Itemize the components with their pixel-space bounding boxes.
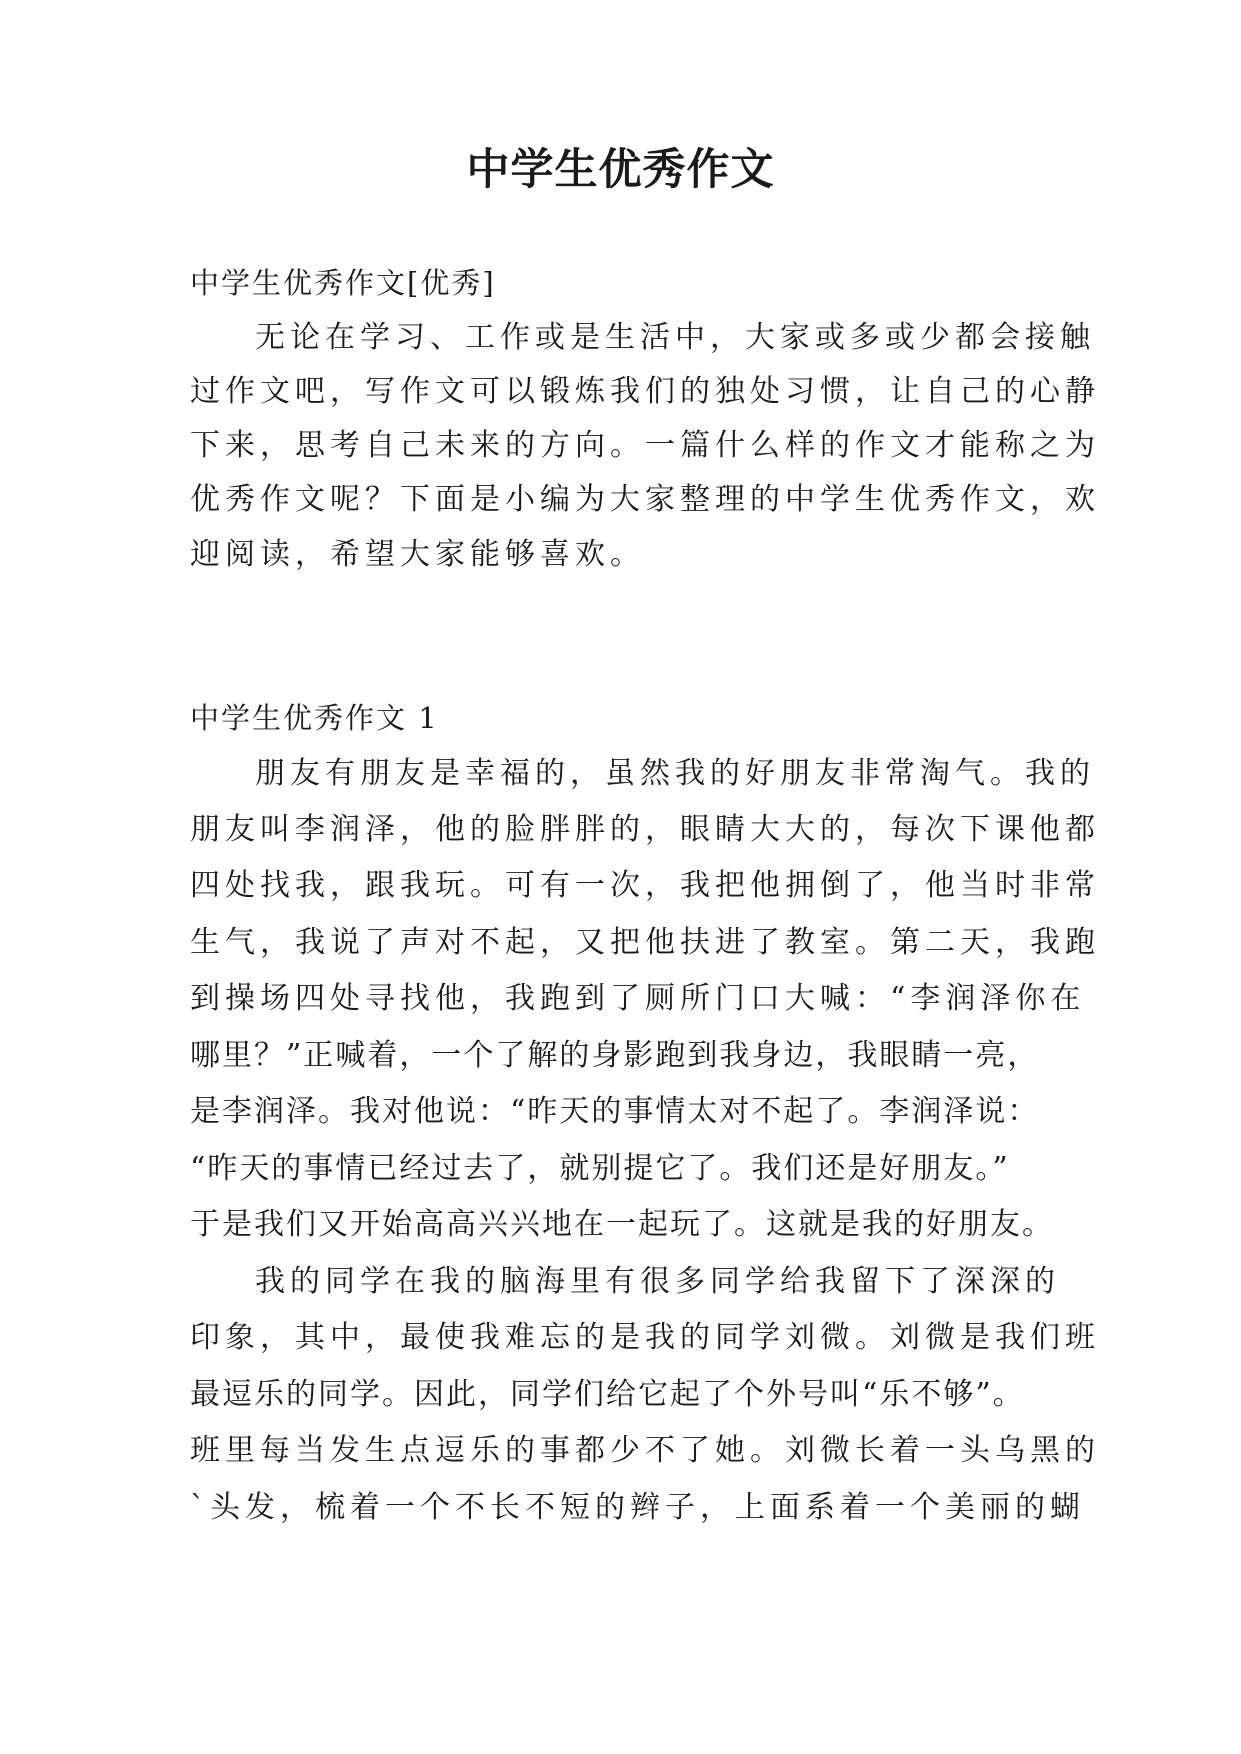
paragraph-line: 最逗乐的同学。因此，同学们给它起了个外号叫“乐不够”。 [190,1377,1025,1412]
paragraph-line: 下来，思考自己未来的方向。一篇什么样的作文才能称之为 [190,428,1100,463]
paragraph-line: 生气，我说了声对不起，又把他扶进了教室。第二天，我跑 [190,925,1100,960]
paragraph-line: 无论在学习、工作或是生活中，大家或多或少都会接触 [255,320,1095,355]
paragraph-line: 朋友叫李润泽，他的脸胖胖的，眼睛大大的，每次下课他都 [190,812,1100,847]
paragraph-line: “昨天的事情已经过去了，就别提它了。我们还是好朋友。” [190,1151,1010,1186]
paragraph-line: 哪里？”正喊着，一个了解的身影跑到我身边，我眼睛一亮， [190,1038,1040,1073]
paragraph-line: `头发，梳着一个不长不短的辫子，上面系着一个美丽的蝴 [190,1490,1085,1525]
paragraph-line: 班里每当发生点逗乐的事都少不了她。刘微长着一头乌黑的 [190,1433,1100,1468]
paragraph-line: 印象，其中，最使我难忘的是我的同学刘微。刘微是我们班 [190,1320,1100,1355]
paragraph-line: 于是我们又开始高高兴兴地在一起玩了。这就是我的好朋友。 [190,1207,1054,1242]
paragraph-line: 朋友有朋友是幸福的，虽然我的好朋友非常淘气。我的 [255,756,1095,791]
paragraph-line: 是李润泽。我对他说：“昨天的事情太对不起了。李润泽说： [190,1094,1040,1129]
document-title: 中学生优秀作文 [466,145,775,195]
paragraph-line: 我的同学在我的脑海里有很多同学给我留下了深深的 [255,1264,1060,1299]
paragraph-line: 迎阅读，希望大家能够喜欢。 [190,537,645,572]
section-heading: 中学生优秀作文[优秀] [190,266,496,300]
paragraph-line: 到操场四处寻找他，我跑到了厕所门口大喊：“李润泽你在 [190,981,1086,1016]
paragraph-line: 四处找我，跟我玩。可有一次，我把他拥倒了，他当时非常 [190,868,1100,903]
paragraph-line: 过作文吧，写作文可以锻炼我们的独处习惯，让自己的心静 [190,374,1100,409]
paragraph-line: 优秀作文呢？下面是小编为大家整理的中学生优秀作文，欢 [190,482,1100,517]
section-heading: 中学生优秀作文 1 [190,701,439,735]
